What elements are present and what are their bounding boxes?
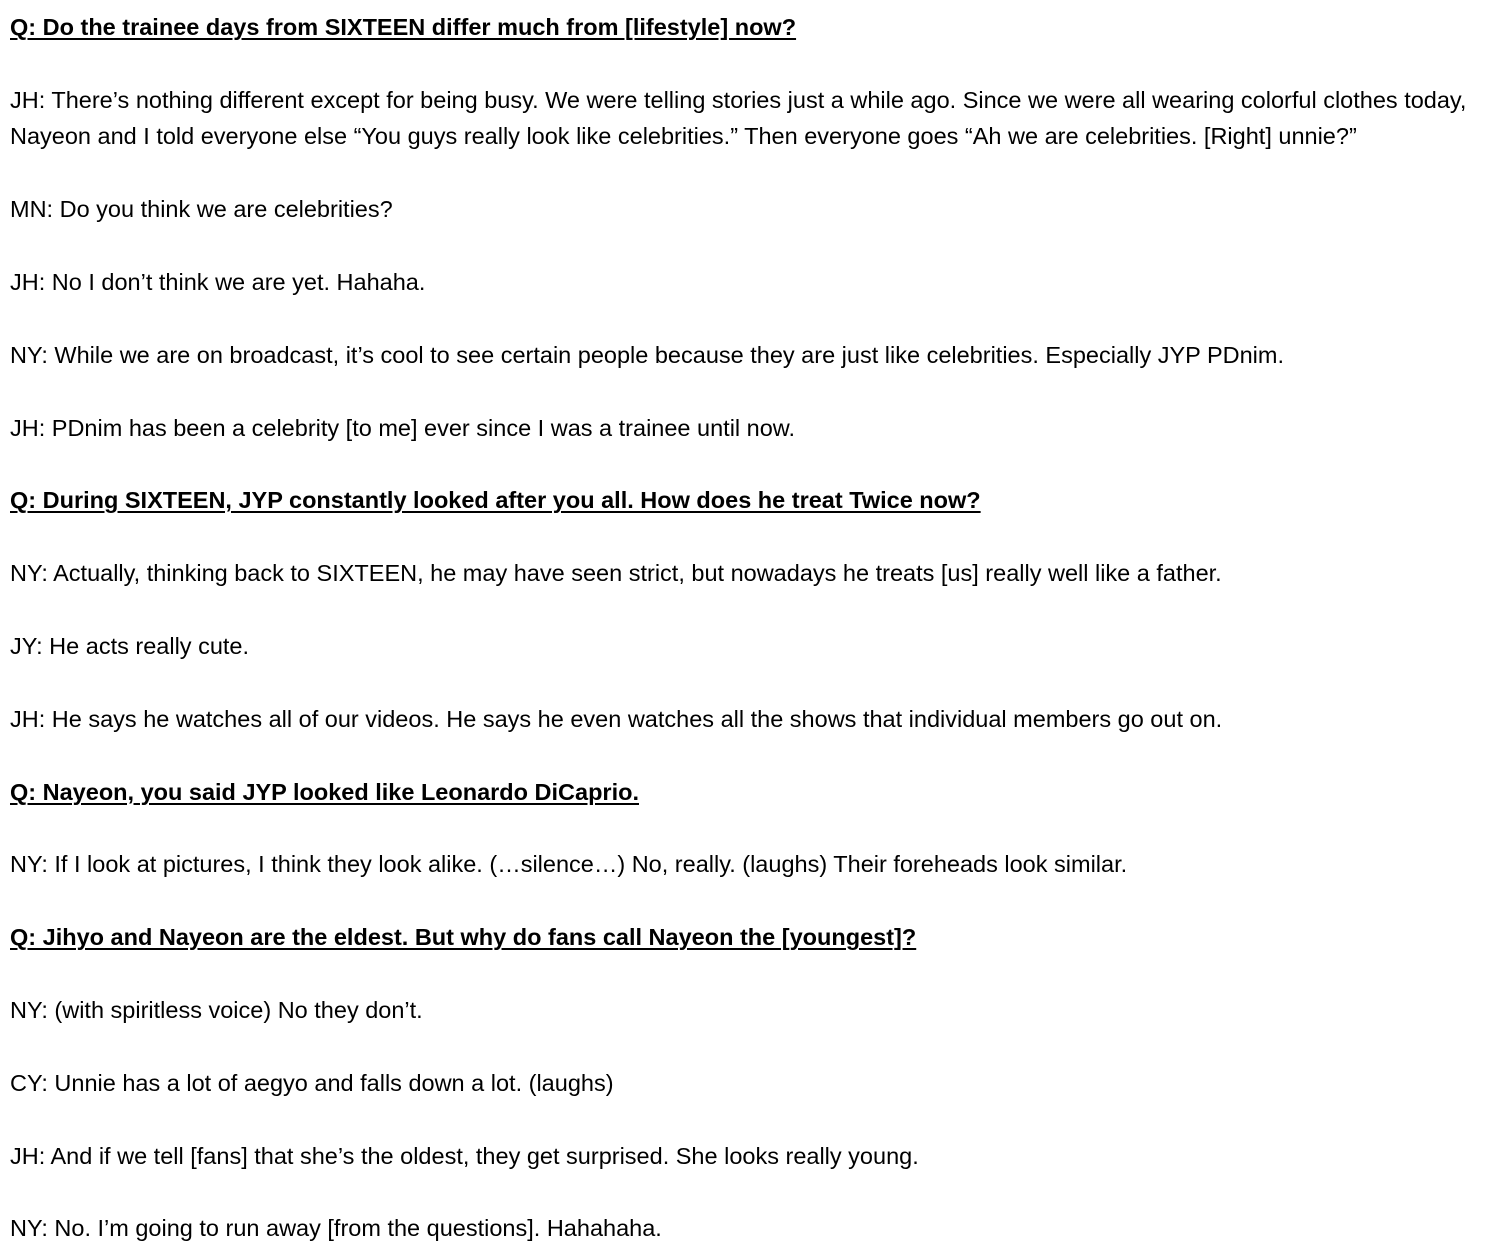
answer-line: JY: He acts really cute. xyxy=(10,633,250,659)
question-line: Q: Nayeon, you said JYP looked like Leonardo DiCaprio. xyxy=(10,779,639,805)
answer-line: MN: Do you think we are celebrities? xyxy=(10,196,393,222)
answer-line: NY: If I look at pictures, I think they look alike. (…silence…) No, really. (laughs) Their foreheads look similar. xyxy=(10,851,1128,877)
question-line: Q: Do the trainee days from SIXTEEN differ much from [lifestyle] now? xyxy=(10,14,797,40)
answer-line: NY: No. I’m going to run away [from the questions]. Hahahaha. xyxy=(10,1215,662,1241)
answer-line: NY: While we are on broadcast, it’s cool to see certain people because they are just like celebrities. Especially JYP PDnim. xyxy=(10,342,1284,368)
answer-line: Nayeon and I told everyone else “You guys really look like celebrities.” Then everyone goes “Ah we are celebrities. [Right] unnie?” xyxy=(10,123,1357,149)
question-line: Q: During SIXTEEN, JYP constantly looked after you all. How does he treat Twice now? xyxy=(10,487,981,513)
answer-line: NY: (with spiritless voice) No they don’t. xyxy=(10,997,423,1023)
answer-line: JH: There’s nothing different except for being busy. We were telling stories just a while ago. Since we were all wearing colorful clothes today, xyxy=(10,87,1467,113)
answer-line: NY: Actually, thinking back to SIXTEEN, he may have seen strict, but nowadays he treats [us] really well like a father. xyxy=(10,560,1222,586)
answer-line: CY: Unnie has a lot of aegyo and falls down a lot. (laughs) xyxy=(10,1070,614,1096)
answer-line: JH: PDnim has been a celebrity [to me] ever since I was a trainee until now. xyxy=(10,415,796,441)
answer-line: JH: No I don’t think we are yet. Hahaha. xyxy=(10,269,426,295)
answer-line: JH: And if we tell [fans] that she’s the oldest, they get surprised. She looks really young. xyxy=(10,1143,919,1169)
question-line: Q: Jihyo and Nayeon are the eldest. But why do fans call Nayeon the [youngest]? xyxy=(10,924,917,950)
answer-line: JH: He says he watches all of our videos. He says he even watches all the shows that individual members go out on. xyxy=(10,706,1223,732)
